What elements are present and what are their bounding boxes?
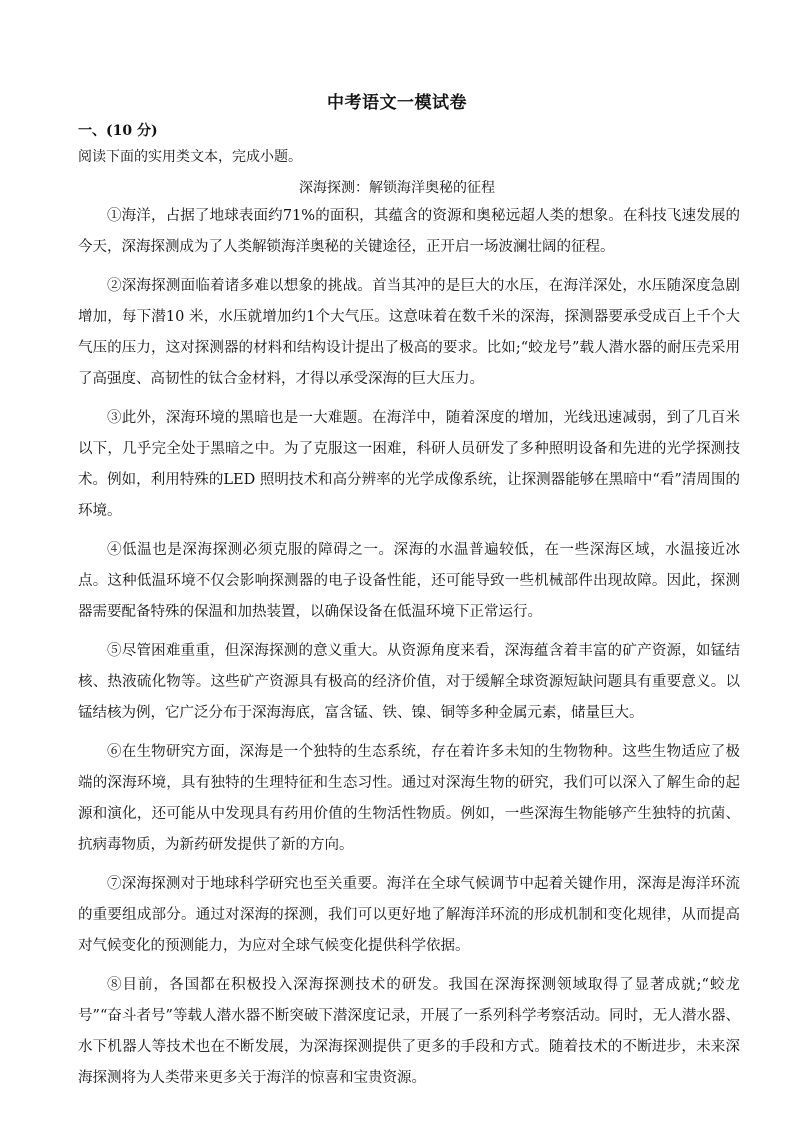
reading-instruction: 阅读下面的实用类文本，完成小题。 [78, 149, 302, 165]
paragraph-7: ⑦深海探测对于地球科学研究也至关重要。海洋在全球气候调节中起着关键作用，深海是海洋环流的重要组成部分。通过对深海的探测，我们可以更好地了解海洋环流的形成机制和变化规律，从而提高对气候变化的预测能力，为应对全球气候变化提供科学依据。 [78, 876, 740, 954]
article-body [78, 201, 740, 1102]
paragraph-2: ②深海探测面临着诸多难以想象的挑战。首当其冲的是巨大的水压，在海洋深处，水压随深度急剧增加，每下潜10 米，水压就增加约1个大气压。这意味着在数千米的深海，探测器要承受成百上千个大气压的压力，这对探测器的材料和结构设计提出了极高的要求。比如;“蛟龙号”载人潜水器的耐压壳采用了高强度、高韧性的钛合金材料，才得以承受深海的巨大压力。 [78, 278, 740, 387]
paragraph-3: ③此外，深海环境的黑暗也是一大难题。在海洋中，随着深度的增加，光线迅速减弱，到了几百米以下，几乎完全处于黑暗之中。为了克服这一困难，科研人员研发了多种照明设备和先进的光学探测技术。例如，利用特殊的LED 照明技术和高分辨率的光学成像系统，让探测器能够在黑暗中“看”清周围的环境。 [78, 410, 740, 519]
paragraph-6: ⑥在生物研究方面，深海是一个独特的生态系统，存在着许多未知的生物物种。这些生物适应了极端的深海环境，具有独特的生理特征和生态习性。通过对深海生物的研究，我们可以深入了解生命的起源和演化，还可能从中发现具有药用价值的生物活性物质。例如，一些深海生物能够产生独特的抗菌、抗病毒物质，为新药研发提供了新的方向。 [78, 744, 740, 853]
page-title: 中考语文一模试卷 [327, 93, 467, 113]
paragraph-5: ⑤尽管困难重重，但深海探测的意义重大。从资源角度来看，深海蕴含着丰富的矿产资源，如锰结核、热液硫化物等。这些矿产资源具有极高的经济价值，对于缓解全球资源短缺问题具有重要意义。以锰结核为例，它广泛分布于深海海底，富含锰、铁、镍、铜等多种金属元素，储量巨大。 [78, 643, 740, 721]
section-heading: 一、(10 分) [78, 123, 158, 139]
paragraph-4: ④低温也是深海探测必须克服的障碍之一。深海的水温普遍较低，在一些深海区域，水温接近冰点。这种低温环境不仅会影响探测器的电子设备性能，还可能导致一些机械部件出现故障。因此，探测器需要配备特殊的保温和加热装置，以确保设备在低温环境下正常运行。 [78, 542, 740, 620]
paragraph-8: ⑧目前，各国都在积极投入深海探测技术的研发。我国在深海探测领域取得了显著成就;“蛟龙号”“奋斗者号”等载人潜水器不断突破下潜深度记录，开展了一系列科学考察活动。同时，无人潜水器、水下机器人等技术也在不断发展，为深海探测提供了更多的手段和方式。随着技术的不断进步，未来深海探测将为人类带来更多关于海洋的惊喜和宝贵资源。 [78, 977, 740, 1086]
paragraph-1: ①海洋，占据了地球表面约71%的面积，其蕴含的资源和奥秘远超人类的想象。在科技飞速发展的今天，深海探测成为了人类解锁海洋奥秘的关键途径，正开启一场波澜壮阔的征程。 [78, 208, 740, 255]
article-title: 深海探测：解锁海洋奥秘的征程 [299, 180, 495, 196]
